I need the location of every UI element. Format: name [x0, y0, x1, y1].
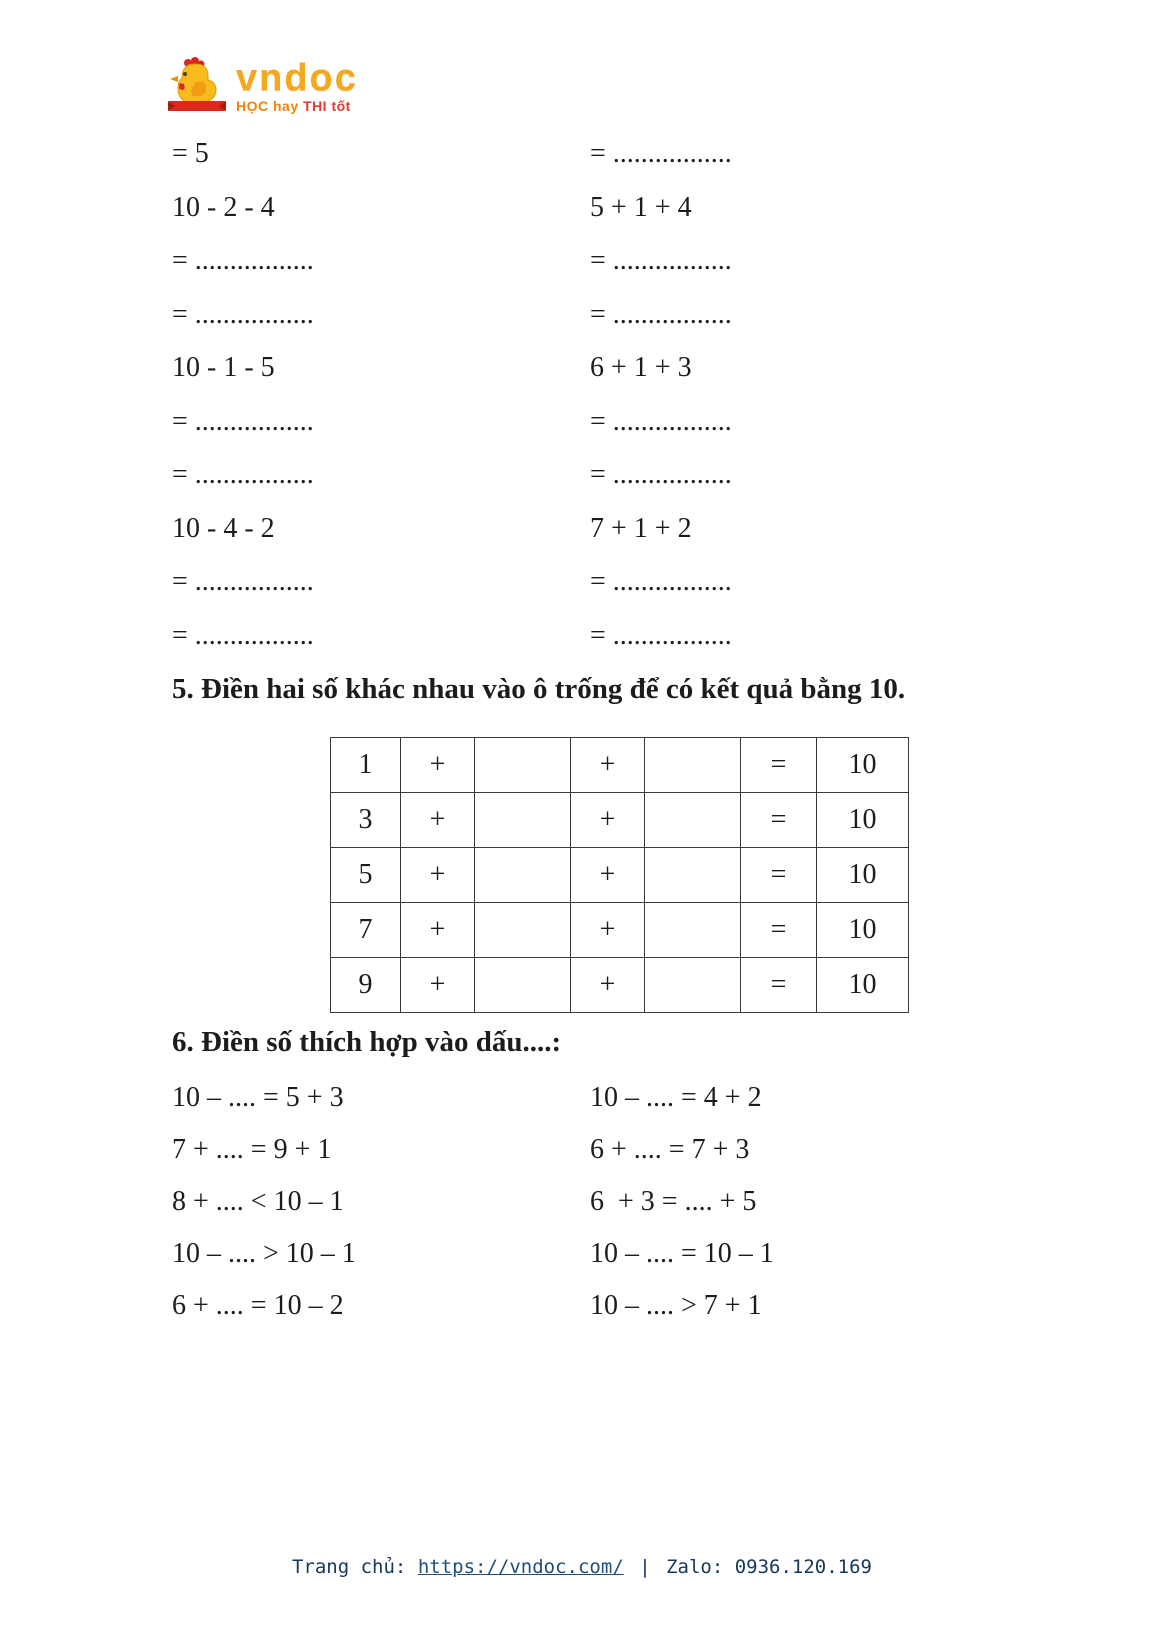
value-cell: 10: [817, 793, 909, 848]
footer-zalo: Zalo: 0936.120.169: [666, 1556, 872, 1578]
equation-row: [172, 234, 1012, 288]
value-cell: +: [571, 793, 645, 848]
value-cell: =: [741, 848, 817, 903]
value-cell: 10: [817, 848, 909, 903]
fill-in-row-left: 7 + .... = 9 + 1: [172, 1134, 332, 1165]
table-row: [331, 903, 909, 958]
logo-text: [236, 59, 358, 113]
value-cell: 7: [331, 903, 401, 958]
fill-in-row-right: 10 – .... = 4 + 2: [590, 1082, 762, 1113]
chicken-mascot-icon: [168, 55, 226, 118]
equation-row: [172, 395, 1012, 449]
value-cell: +: [401, 958, 475, 1013]
blank-fill-cell: [475, 958, 571, 1013]
fill-in-row-left: 10 – .... = 5 + 3: [172, 1082, 344, 1113]
table-row: [331, 738, 909, 793]
equation-row: [172, 609, 1012, 663]
logo-tagline: [236, 99, 358, 113]
equation-row-right: = .................: [590, 405, 732, 437]
blank-fill-cell: [645, 958, 741, 1013]
section-6-heading: 6. Điền số thích hợp vào dấu....:: [172, 1026, 562, 1058]
blank-fill-cell: [645, 848, 741, 903]
equation-row-left: = .................: [172, 298, 314, 330]
value-cell: =: [741, 793, 817, 848]
value-cell: =: [741, 958, 817, 1013]
table-row: [331, 958, 909, 1013]
fill-in-row: [172, 1124, 1012, 1176]
footer-home-label: Trang chủ:: [291, 1556, 407, 1578]
value-cell: +: [401, 738, 475, 793]
equation-row-right: = .................: [590, 245, 732, 276]
blank-fill-cell: [475, 793, 571, 848]
equation-row: [172, 127, 1012, 181]
blank-fill-cell: [475, 848, 571, 903]
equation-row-left: 10 - 2 - 4: [172, 191, 275, 223]
equation-row-left: = 5: [172, 138, 209, 169]
equation-row-right: 5 + 1 + 4: [590, 191, 692, 223]
equation-row: [172, 288, 1012, 342]
equation-row-left: = .................: [172, 566, 314, 597]
value-cell: +: [571, 848, 645, 903]
table-row: [331, 848, 909, 903]
value-cell: 9: [331, 958, 401, 1013]
section-5-heading: 5. Điền hai số khác nhau vào ô trống để có kết quả bằng 10.: [172, 673, 906, 705]
fill-in-row-right: 10 – .... = 10 – 1: [590, 1238, 774, 1269]
equation-row-right: = .................: [590, 298, 732, 330]
fill-in-row: [172, 1176, 1012, 1228]
equation-row: [172, 341, 1012, 395]
equation-row-left: 10 - 4 - 2: [172, 512, 275, 544]
fill-in-row-right: 6 + 3 = .... + 5: [590, 1186, 757, 1217]
value-cell: +: [571, 738, 645, 793]
equation-row-right: = .................: [590, 459, 732, 490]
logo-brand: vndoc: [236, 57, 358, 99]
sum-to-10-table: [330, 737, 909, 1013]
fill-in-row: [172, 1280, 1012, 1332]
equation-row-right: 6 + 1 + 3: [590, 352, 692, 383]
page-footer: [0, 1556, 1164, 1578]
value-cell: +: [401, 793, 475, 848]
equation-row-right: = .................: [590, 566, 732, 597]
logo-tagline-left: HỌC hay: [236, 98, 299, 114]
value-cell: 10: [817, 958, 909, 1013]
value-cell: +: [571, 903, 645, 958]
equation-row-right: = .................: [590, 619, 732, 651]
value-cell: +: [401, 848, 475, 903]
equation-row-left: = .................: [172, 405, 314, 437]
equation-row: [172, 181, 1012, 235]
value-cell: +: [571, 958, 645, 1013]
value-cell: +: [401, 903, 475, 958]
equation-row-left: 10 - 1 - 5: [172, 352, 275, 383]
blank-fill-cell: [645, 738, 741, 793]
fill-in-row: [172, 1072, 1012, 1124]
blank-fill-cell: [475, 738, 571, 793]
value-cell: 10: [817, 903, 909, 958]
fill-in-row-right: 10 – .... > 7 + 1: [590, 1290, 762, 1321]
equation-row-right: = .................: [590, 138, 732, 169]
equation-row-left: = .................: [172, 245, 314, 276]
section-6-problems: [172, 1072, 1012, 1332]
fill-in-row-left: 10 – .... > 10 – 1: [172, 1238, 356, 1269]
value-cell: 5: [331, 848, 401, 903]
exercise-4-equations: [172, 127, 1012, 662]
blank-fill-cell: [645, 793, 741, 848]
equation-row: [172, 555, 1012, 609]
value-cell: 3: [331, 793, 401, 848]
value-cell: =: [741, 903, 817, 958]
fill-in-row-right: 6 + .... = 7 + 3: [590, 1134, 750, 1165]
value-cell: =: [741, 738, 817, 793]
fill-in-row-left: 8 + .... < 10 – 1: [172, 1186, 344, 1217]
blank-fill-cell: [645, 903, 741, 958]
equation-row: [172, 448, 1012, 502]
table-row: [331, 793, 909, 848]
fill-in-row-left: 6 + .... = 10 – 2: [172, 1290, 344, 1321]
footer-separator: |: [639, 1556, 651, 1578]
equation-row-left: = .................: [172, 619, 314, 651]
equation-row: [172, 502, 1012, 556]
value-cell: 1: [331, 738, 401, 793]
vndoc-logo: [168, 54, 358, 118]
home-link[interactable]: https://vndoc.com/: [417, 1556, 624, 1578]
fill-in-row: [172, 1228, 1012, 1280]
logo-tagline-right: THI tốt: [303, 98, 351, 114]
equation-row-left: = .................: [172, 459, 314, 490]
blank-fill-cell: [475, 903, 571, 958]
value-cell: 10: [817, 738, 909, 793]
equation-row-right: 7 + 1 + 2: [590, 512, 692, 544]
